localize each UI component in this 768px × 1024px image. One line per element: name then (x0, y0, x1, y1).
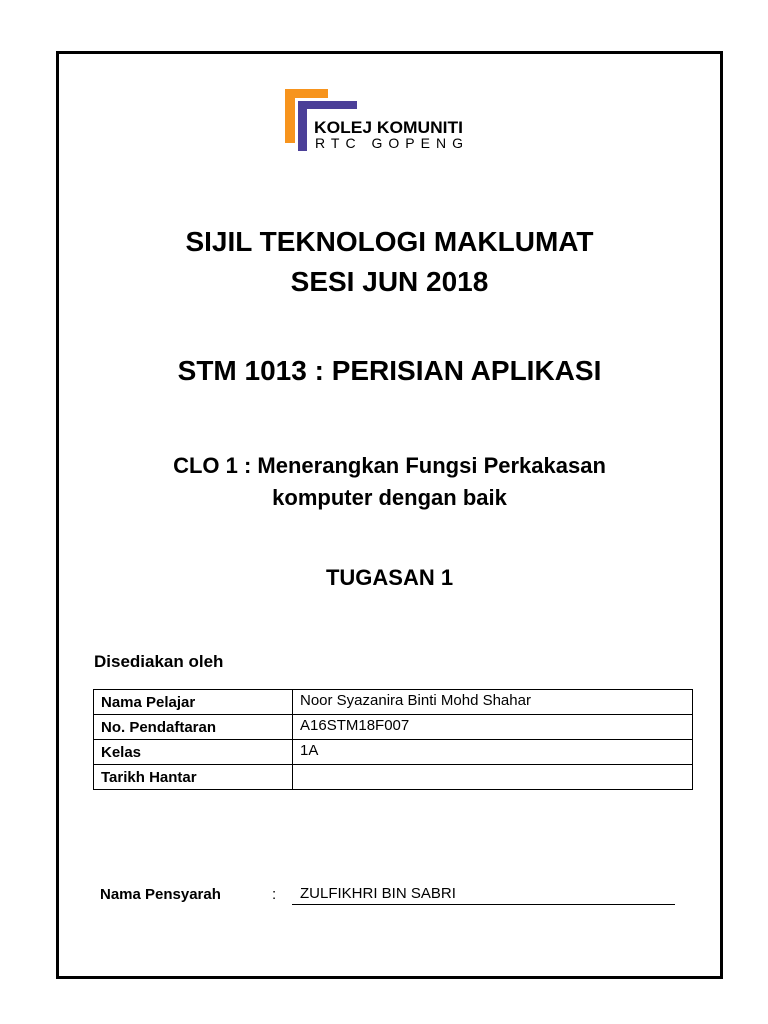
assignment-title: TUGASAN 1 (325, 565, 454, 590)
row-label: No. Pendaftaran (94, 715, 293, 740)
lecturer-label: Nama Pensyarah (100, 886, 221, 903)
page-border (56, 51, 723, 979)
row-value: A16STM18F007 (293, 715, 693, 740)
row-value (293, 765, 693, 790)
student-info-table (93, 689, 693, 790)
table-row (94, 690, 693, 715)
session-title: SESI JUN 2018 (290, 266, 489, 297)
prepared-by-label: Disediakan oleh (94, 652, 224, 671)
row-label: Kelas (94, 740, 293, 765)
college-logo-icon (285, 89, 475, 151)
lecturer-separator: : (272, 886, 277, 903)
row-label: Nama Pelajar (94, 690, 293, 715)
svg-text:KOLEJ KOMUNITI: KOLEJ KOMUNITI (314, 118, 463, 137)
program-title: SIJIL TEKNOLOGI MAKLUMAT (185, 226, 594, 257)
clo-line-2: komputer dengan baik (272, 485, 507, 510)
course-title: STM 1013 : PERISIAN APLIKASI (177, 355, 602, 386)
table-row (94, 765, 693, 790)
college-logo (285, 89, 475, 151)
row-value: 1A (293, 740, 693, 765)
row-label: Tarikh Hantar (94, 765, 293, 790)
lecturer-name: ZULFIKHRI BIN SABRI (292, 885, 675, 905)
row-value: Noor Syazanira Binti Mohd Shahar (293, 690, 693, 715)
svg-text:RTC GOPENG: RTC GOPENG (315, 135, 463, 151)
clo-line-1: CLO 1 : Menerangkan Fungsi Perkakasan (173, 453, 606, 478)
table-row (94, 740, 693, 765)
table-row (94, 715, 693, 740)
